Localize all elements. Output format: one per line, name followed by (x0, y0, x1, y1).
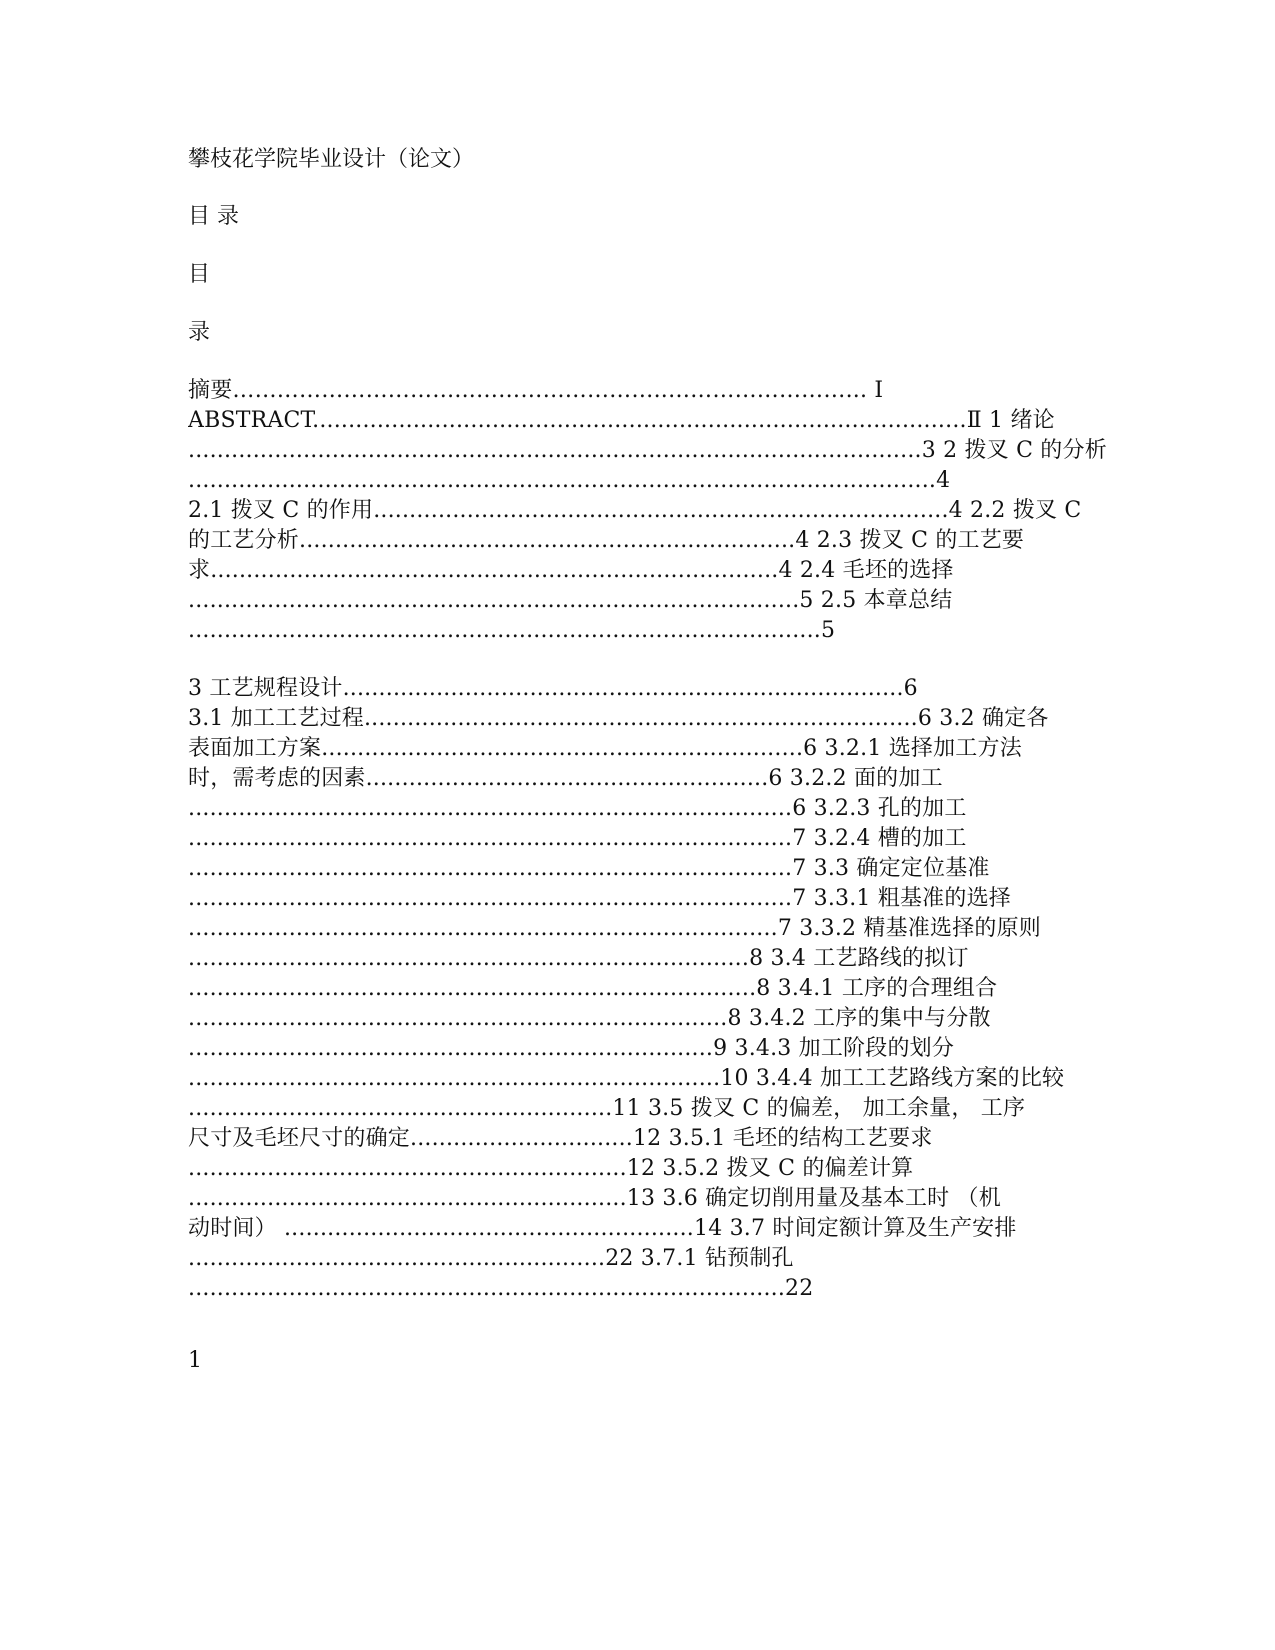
toc-line: 2.1 拨叉 C 的作用................................................................................4 2.2 拨叉 C (188, 498, 1082, 523)
toc-line: 的工艺分析.....................................................................4 2.3 拨叉 C 的工艺要 (188, 528, 1025, 553)
toc-line: ......................................................................................................3 2 拨叉 C 的分析 (188, 438, 1107, 463)
toc-line: 摘要…………………………...……………………..……………………... Ⅰ (188, 378, 884, 403)
toc-line: 表面加工方案...................................................................6 3.2.1 选择加工方法 (188, 736, 1022, 761)
toc-line: 3.1 加工工艺过程.............................................................................6 3.2 确定各 (188, 706, 1049, 731)
toc-line: ...............................................................................8 3.4.1 工序的合理组合 (188, 976, 998, 1001)
toc-line: ....................................................................................7 3.3.1 粗基准的选择 (188, 886, 1011, 911)
toc-line: ..............................................................................8 3.4 工艺路线的拟订 (188, 946, 969, 971)
toc-line: ...................................................................................22 (188, 1276, 814, 1301)
toc-line: ...........................................................................8 3.4.2 工序的集中与分散 (188, 1006, 991, 1031)
toc-line: ...........................................................11 3.5 拨叉 C 的偏差， 加工余量， 工序 (188, 1096, 1026, 1121)
toc-line: ........................................................................................5 (188, 618, 836, 643)
toc-line: ....................................................................................7 3.3 确定定位基准 (188, 856, 990, 881)
toc-heading-mu: 目 (188, 262, 211, 287)
toc-line: ABSTRACT...........................................................................................Ⅱ 1 绪论 (188, 408, 1055, 433)
page-number: 1 (188, 1348, 202, 1373)
toc-line: .....................................................................................5 2.5 本章总结 (188, 588, 953, 613)
toc-line: 尺寸及毛坯尺寸的确定...............................12 3.5.1 毛坯的结构工艺要求 (188, 1126, 933, 1151)
toc-line: ..........................................................................10 3.4.4 加工工艺路线方案的比较 (188, 1066, 1065, 1091)
toc-line: 3 工艺规程设计..............................................................................6 (188, 676, 918, 701)
toc-line: ........................................................................................................4 (188, 468, 951, 493)
toc-line: 求...............................................................................4 2.4 毛坯的选择 (188, 558, 954, 583)
toc-line: .............................................................13 3.6 确定切削用量及基本工时 （机 (188, 1186, 1001, 1211)
toc-line: .........................................................................9 3.4.3 加工阶段的划分 (188, 1036, 955, 1061)
toc-line: ..........................................................22 3.7.1 钻预制孔 (188, 1246, 794, 1271)
toc-line: ....................................................................................6 3.2.3 孔的加工 (188, 796, 967, 821)
school-title: 攀枝花学院毕业设计（论文） (188, 147, 475, 172)
toc-line: ..................................................................................7 3.3.2 精基准选择的原则 (188, 916, 1042, 941)
toc-heading: 目 录 (188, 204, 239, 229)
toc-line: ....................................................................................7 3.2.4 槽的加工 (188, 826, 967, 851)
toc-line: 动时间） .........................................................14 3.7 时间定额计算及生产安排 (188, 1216, 1017, 1241)
toc-line: 时，需考虑的因素........................................................6 3.2.2 面的加工 (188, 766, 943, 791)
toc-line: .............................................................12 3.5.2 拨叉 C 的偏差计算 (188, 1156, 914, 1181)
toc-heading-lu: 录 (188, 320, 211, 345)
